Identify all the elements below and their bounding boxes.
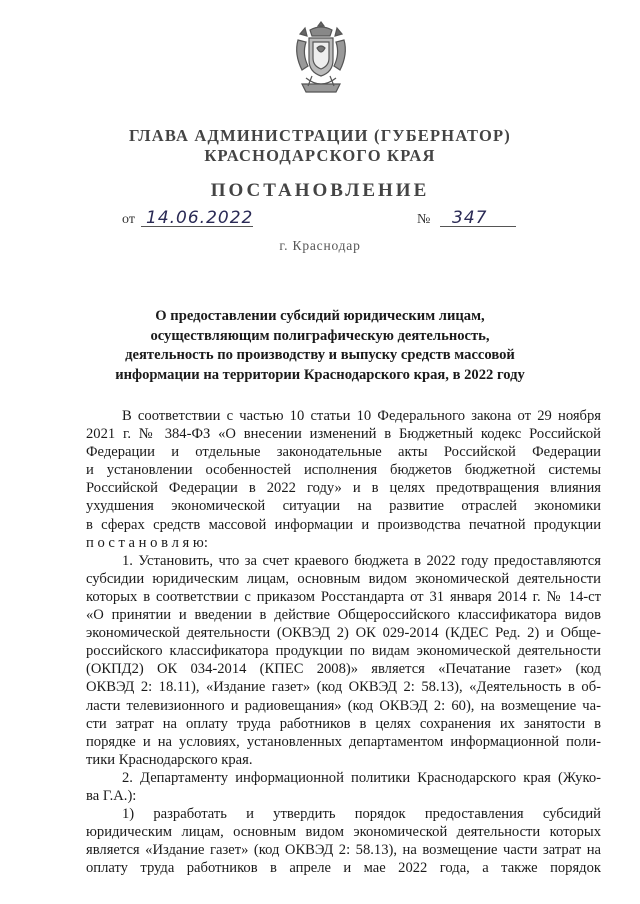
city: г. Краснодар (279, 238, 361, 253)
document-type: ПОСТАНОВЛЕНИЕ (210, 180, 430, 201)
body-line: сти затрат на оплату труда работников в целях сохранения их занятости в (86, 715, 601, 732)
authority-title-line1: ГЛАВА АДМИНИСТРАЦИИ (ГУБЕРНАТОР) (129, 126, 511, 145)
document-date: 14.06.2022 (146, 208, 254, 228)
body-line: является «Издание газет» (код ОКВЭД 2: 58.13), на возмещение части затрат на (86, 842, 601, 859)
body-line: 2. Департаменту информационной политики Краснодарского края (Жуко- (122, 769, 601, 786)
body-line: тики Краснодарского края. (86, 751, 253, 768)
body-line: которых в соответствии с приказом Росстандарта от 31 января 2014 г. № 14-ст (86, 588, 601, 605)
body-line: Федерации и отдельные законодательные акты Российской Федерации (86, 444, 601, 461)
body-line: 1) разработать и утвердить порядок предоставления субсидий (122, 806, 601, 823)
title-line: О предоставлении субсидий юридическим лицам, (155, 308, 485, 324)
date-prefix: от (122, 212, 135, 227)
title-line: деятельность по производству и выпуску средств массовой (125, 347, 515, 363)
title-line: осуществляющим полиграфическую деятельность, (150, 327, 490, 344)
body-line: и установлении особенностей исполнения бюджетов бюджетной системы (86, 462, 601, 479)
body-line: юридическим лицам, основным видом экономической деятельности которых (86, 824, 601, 841)
body-line-resolve: п о с т а н о в л я ю: (86, 534, 208, 551)
body-line: В соответствии с частью 10 статьи 10 Федерального закона от 29 ноября (122, 408, 601, 424)
number-prefix: № (417, 212, 431, 227)
authority-title-line2: КРАСНОДАРСКОГО КРАЯ (204, 146, 436, 165)
title-line: информации на территории Краснодарского края, в 2022 году (115, 366, 525, 383)
body-line: ва Г.А.): (86, 787, 137, 804)
body-line: (ОКПД2) ОК 034-2014 (КПЕС 2008)» является «Печатание газет» (код (86, 661, 601, 678)
body-line: 1. Установить, что за счет краевого бюджета в 2022 году предоставляются (122, 552, 601, 569)
body-line: оплату труда работников в апреле и мае 2022 года, а также порядок (86, 860, 601, 877)
body-line: российского классификатора продукции по видам экономической деятельности (86, 643, 601, 660)
document-number: 347 (452, 208, 488, 228)
body-line: «О принятии и введении в действие Общероссийского классификатора видов (86, 607, 601, 624)
body-line: Российской Федерации в 2022 году» и в целях предотвращения влияния (86, 480, 601, 497)
document-body (86, 407, 601, 877)
body-line: 2021 г. № 384-ФЗ «О внесении изменений в Бюджетный кодекс Российской (86, 426, 601, 443)
body-line: порядке и на условиях, установленных департаментом информационной поли- (86, 733, 601, 750)
body-line: в сферах средств массовой информации и производства печатной продукции (86, 516, 601, 533)
document-title (100, 307, 540, 385)
body-line: субсидии юридическим лицам, основным видом экономической деятельности (86, 570, 601, 587)
body-line: ухудшения экономической ситуации на развитие отраслей экономики (86, 498, 601, 515)
body-line: ласти телевизионного и радиовещания» (код ОКВЭД 2: 60), на возмещение ча- (86, 697, 601, 714)
body-line: экономической деятельности (ОКВЭД 2) ОК 029-2014 (КДЕС Ред. 2) и Обще- (86, 625, 601, 642)
body-line: ОКВЭД 2: 18.11), «Издание газет» (код ОКВЭД 2: 58.13), «Деятельность в об- (86, 679, 601, 696)
coat-of-arms-icon (292, 18, 350, 98)
